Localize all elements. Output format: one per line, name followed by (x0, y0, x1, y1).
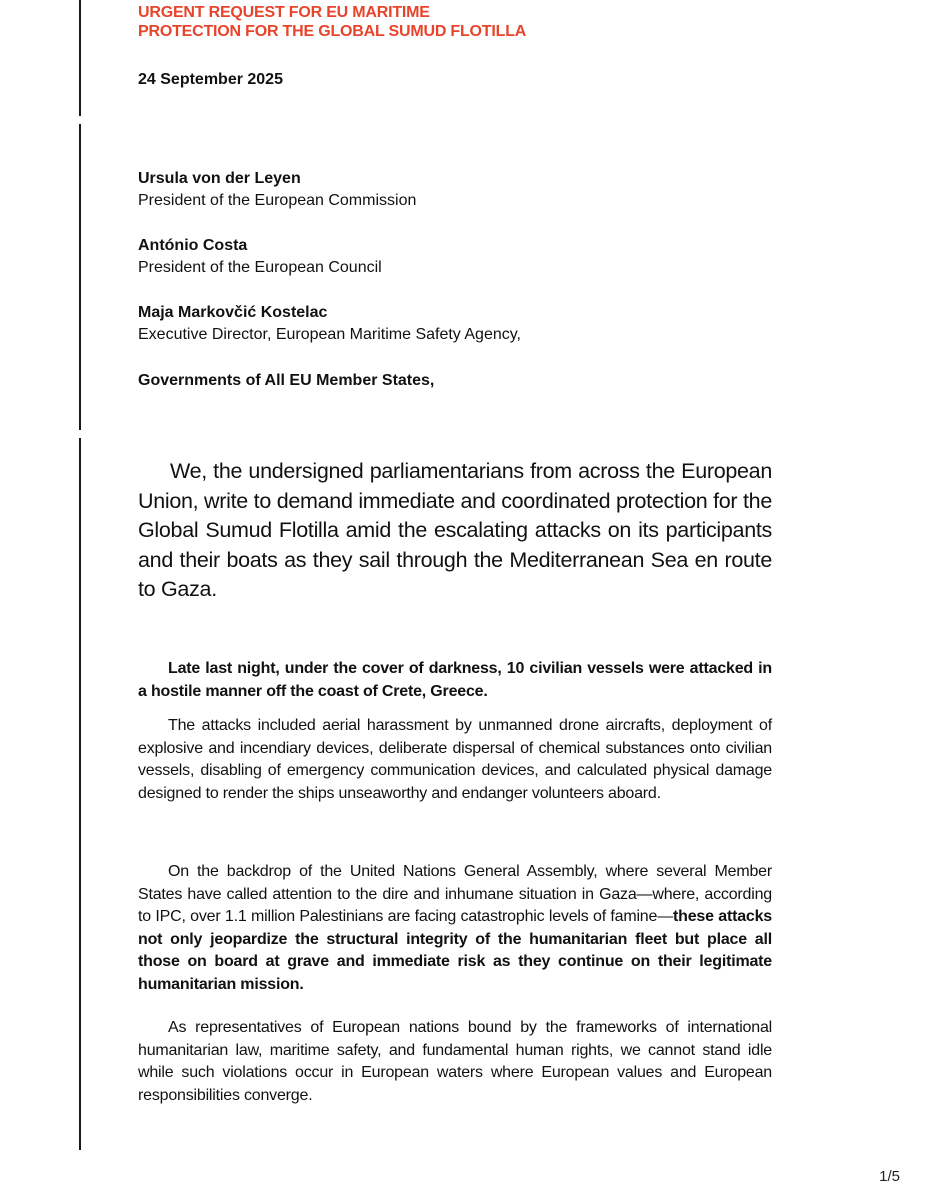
paragraph-responsibility: As representatives of European nations bound by the frameworks of international humanitarian law, maritime safety, and fundamental human rights, we cannot stand idle while such violations occur in European waters where European values and European responsibilities converge. (138, 1019, 772, 1104)
recipient-name: Ursula von der Leyen (138, 170, 301, 187)
document-title-line-1: URGENT REQUEST FOR EU MARITIME (138, 4, 430, 21)
page-number: 1/5 (879, 1168, 900, 1185)
recipient-name: Maja Markovčić Kostelac (138, 304, 328, 321)
recipient-governments: Governments of All EU Member States, (138, 372, 435, 389)
recipient-name: António Costa (138, 237, 248, 254)
paragraph-attack-summary: Late last night, under the cover of darkness, 10 civilian vessels were attacked in a hostile manner off the coast of Crete, Greece. (138, 660, 772, 700)
recipient-von-der-leyen (138, 168, 698, 212)
margin-rule-top (79, 0, 81, 116)
paragraph-attack-details: The attacks included aerial harassment by unmanned drone aircrafts, deployment of explosive and incendiary devices, deliberate dispersal of chemical substances onto civilian vessels, disabling of emergency communication devices, and calculated physical damage designed to render the ships unseaworthy and endanger volunteers aboard. (138, 717, 772, 802)
paragraph-un-context-emphasis: these attacks not only jeopardize the structural integrity of the humanitarian fleet but place all those on board at grave and immediate risk as they continue on their legitimate humanitarian mission. (138, 908, 772, 993)
paragraph-un-context (138, 861, 772, 996)
lead-paragraph: We, the undersigned parliamentarians from across the European Union, write to demand immediate and coordinated protection for the Global Sumud Flotilla amid the escalating attacks on its participants and their boats as they sail through the Mediterranean Sea en route to Gaza. (138, 459, 772, 601)
document-title (138, 3, 698, 41)
recipient-role: Executive Director, European Maritime Safety Agency, (138, 326, 521, 343)
recipient-kostelac (138, 302, 698, 346)
document-date: 24 September 2025 (138, 71, 283, 88)
margin-rule-bottom (79, 438, 81, 1150)
recipient-role: President of the European Commission (138, 192, 417, 209)
margin-rule-middle (79, 124, 81, 430)
paragraph-un-context-text: On the backdrop of the United Nations General Assembly, where several Member States have called attention to the dire and inhumane situation in Gaza—where, according to IPC, over 1.1 million Palestinians are facing catastrophic levels of famine— (138, 863, 772, 925)
document-title-line-2: PROTECTION FOR THE GLOBAL SUMUD FLOTILLA (138, 23, 527, 40)
recipient-costa (138, 235, 698, 279)
recipient-role: President of the European Council (138, 259, 382, 276)
